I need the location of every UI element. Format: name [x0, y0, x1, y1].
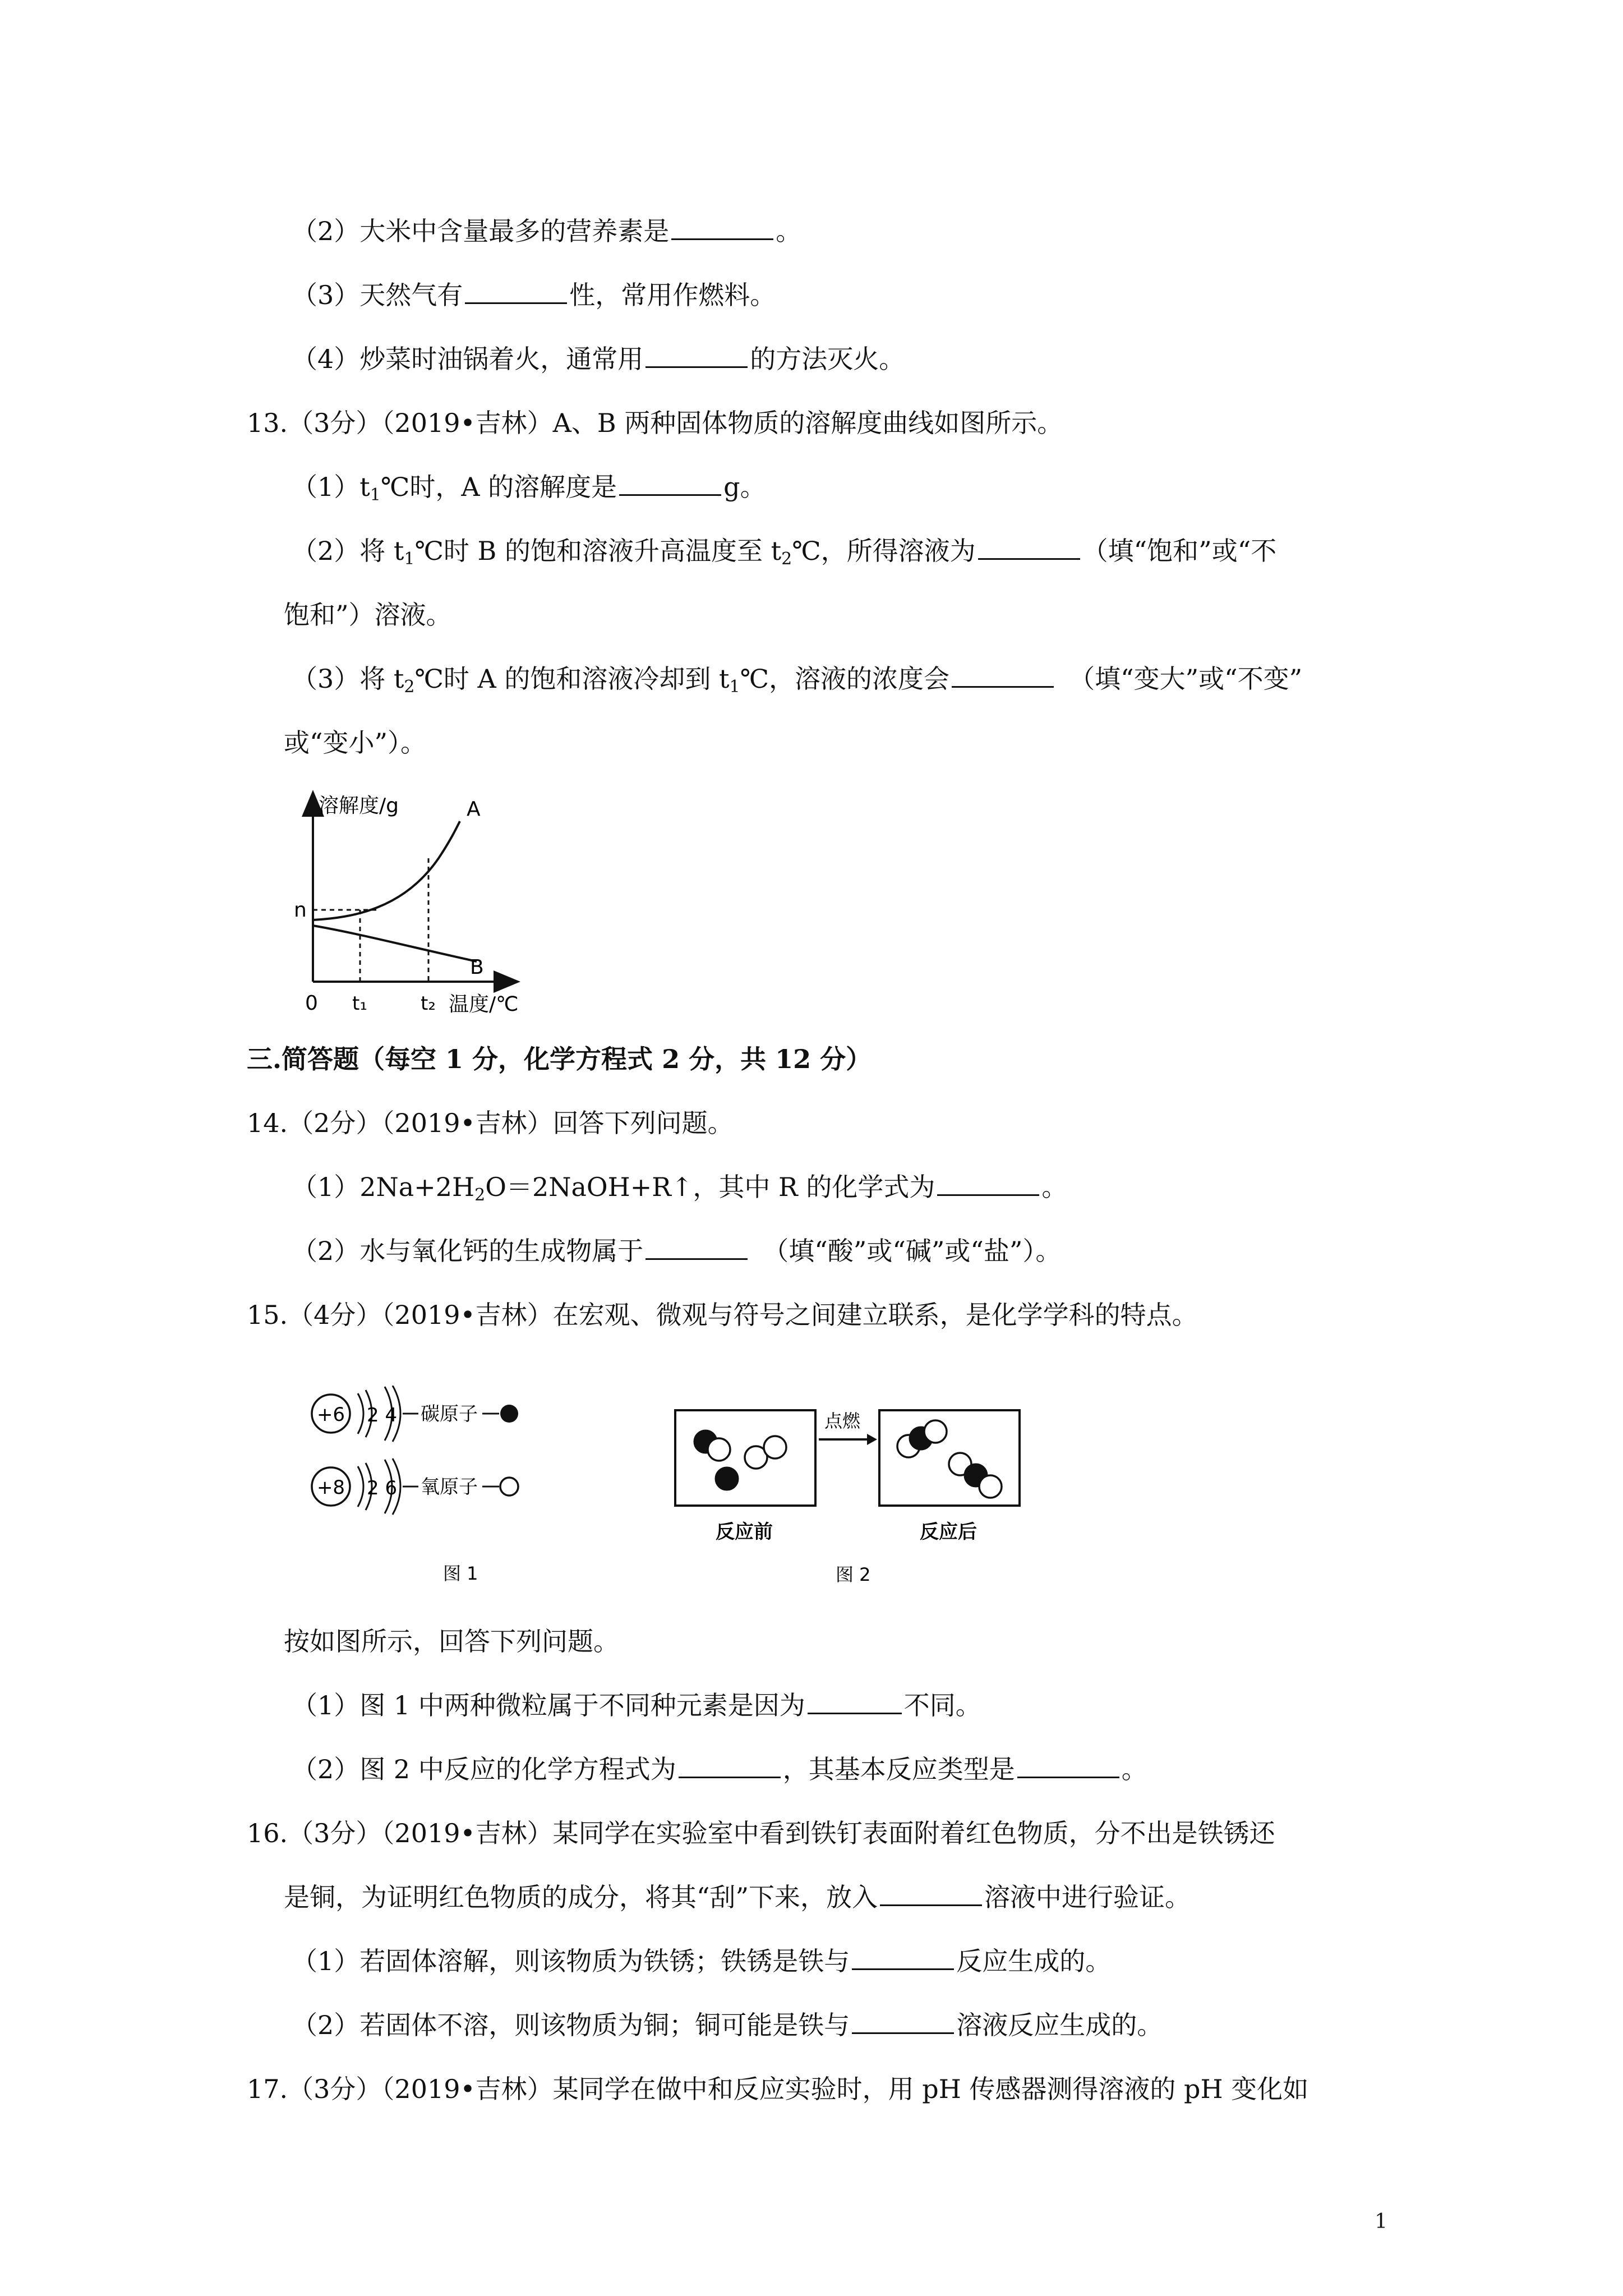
q12-part4 — [292, 342, 905, 376]
q13-part1 — [292, 470, 766, 504]
q14-part1-end: 。 — [1041, 1172, 1068, 1202]
after-label: 反应后 — [920, 1521, 977, 1543]
q14-part1-text2: O＝2NaOH+R↑，其中 R 的化学式为 — [485, 1172, 935, 1202]
q16-stem-text: 是铜，为证明红色物质的成分，将其“刮”下来，放入 — [284, 1882, 878, 1912]
q12-part2-text: （2）大米中含量最多的营养素是 — [292, 216, 670, 246]
answer-blank[interactable] — [880, 1883, 982, 1906]
answer-blank[interactable] — [619, 473, 721, 496]
oxygen-atom — [708, 1438, 730, 1461]
q16-stem-line1: 16.（3分）（2019•吉林）某同学在实验室中看到铁钉表面附着红色物质，分不出是铁锈还 — [247, 1818, 1275, 1848]
answer-blank[interactable] — [852, 2011, 954, 2034]
q13-part2-text3: ℃，所得溶液为 — [792, 536, 976, 566]
oxygen-nucleus-charge: +8 — [316, 1476, 345, 1499]
before-label: 反应前 — [716, 1521, 773, 1543]
carbon-electron-config: 2 4 — [367, 1404, 398, 1427]
carbon-nucleus-charge: +6 — [316, 1404, 345, 1426]
q13-stem: 13.（3分）（2019•吉林）A、B 两种固体物质的溶解度曲线如图所示。 — [247, 408, 1063, 438]
q13-part3-text: （3）将 t — [292, 664, 404, 694]
answer-blank[interactable] — [852, 1947, 954, 1970]
q12-part2-end: 。 — [776, 216, 802, 246]
q16-part1-text: （1）若固体溶解，则该物质为铁锈；铁锈是铁与 — [292, 1946, 850, 1976]
curve-a-label: A — [467, 798, 481, 821]
q13-part1-text: （1）t — [292, 472, 370, 502]
q16-stem-line2 — [284, 1880, 1191, 1914]
carbon-atom — [716, 1467, 738, 1490]
q12-part4-end: 的方法灭火。 — [750, 344, 905, 374]
q13-part2-cont: 饱和”）溶液。 — [284, 600, 452, 630]
oxygen-atom — [764, 1436, 786, 1458]
q16-part1-end: 反应生成的。 — [956, 1946, 1112, 1976]
carbon-atom-symbol — [500, 1405, 518, 1423]
q15-part1-end: 不同。 — [903, 1690, 981, 1720]
answer-blank[interactable] — [808, 1691, 902, 1714]
answer-blank[interactable] — [679, 1755, 781, 1778]
figure-1-caption: 图 1 — [443, 1563, 478, 1584]
origin-label: 0 — [305, 992, 318, 1015]
figure-1-atom-diagrams — [303, 1386, 617, 1599]
answer-blank[interactable] — [465, 281, 567, 304]
oxygen-electron-config: 2 6 — [367, 1477, 398, 1499]
answer-blank[interactable] — [1017, 1755, 1119, 1778]
q14-part2-text2: （填“酸”或“碱”或“盐”）。 — [763, 1236, 1062, 1266]
q15-part2-text: （2）图 2 中反应的化学方程式为 — [292, 1754, 676, 1784]
curve-a — [313, 821, 460, 920]
x-axis-label: 温度/℃ — [449, 993, 519, 1016]
q15-part1-text: （1）图 1 中两种微粒属于不同种元素是因为 — [292, 1690, 805, 1720]
t2-label: t₂ — [421, 992, 436, 1015]
q13-part2 — [292, 534, 1276, 568]
subscript: 2 — [474, 1185, 486, 1205]
q13-part2-text4: （填“饱和”或“不 — [1082, 536, 1277, 566]
q13-part3-text3: ℃，溶液的浓度会 — [740, 664, 950, 694]
subscript: 1 — [729, 677, 740, 697]
answer-blank[interactable] — [645, 345, 748, 368]
carbon-atom-label: 碳原子 — [421, 1403, 478, 1425]
q13-part1-unit: g。 — [723, 472, 766, 502]
answer-blank[interactable] — [952, 665, 1054, 688]
answer-blank[interactable] — [645, 1237, 748, 1260]
oxygen-atom — [924, 1420, 947, 1443]
figure-2-caption: 图 2 — [836, 1564, 871, 1585]
q13-part3-text2: ℃时 A 的饱和溶液冷却到 t — [414, 664, 730, 694]
q15-part1 — [292, 1688, 981, 1722]
curve-b — [313, 926, 477, 961]
q12-part4-text: （4）炒菜时油锅着火，通常用 — [292, 344, 644, 374]
answer-blank[interactable] — [671, 217, 773, 240]
subscript: 2 — [404, 677, 415, 697]
q15-stem: 15.（4分）（2019•吉林）在宏观、微观与符号之间建立联系，是化学学科的特点。 — [247, 1300, 1198, 1330]
t1-label: t₁ — [352, 992, 367, 1015]
q12-part2 — [292, 214, 801, 248]
q12-part3-text: （3）天然气有 — [292, 280, 463, 310]
solubility-graph — [292, 785, 550, 1032]
q14-part1-text: （1）2Na+2H — [292, 1172, 475, 1202]
reaction-arrowhead — [867, 1434, 877, 1445]
section-heading: 三.简答题（每空 1 分，化学方程式 2 分，共 12 分） — [247, 1044, 872, 1074]
n-label: n — [294, 899, 307, 922]
q14-part2 — [292, 1234, 1061, 1268]
page-number: 1 — [1375, 2210, 1387, 2233]
oxygen-atom — [979, 1475, 1002, 1498]
q16-stem-end: 溶液中进行验证。 — [984, 1882, 1191, 1912]
q16-part2 — [292, 2008, 1163, 2042]
curve-b-label: B — [470, 956, 484, 979]
q12-part3 — [292, 278, 776, 312]
q13-part3-cont: 或“变小”）。 — [284, 728, 427, 758]
ignite-label: 点燃 — [824, 1410, 861, 1432]
electron-shell — [358, 1466, 363, 1507]
q15-part2-text2: ，其基本反应类型是 — [782, 1754, 1015, 1784]
electron-shell — [358, 1393, 363, 1434]
q16-part1 — [292, 1944, 1111, 1978]
q14-part2-text: （2）水与氧化钙的生成物属于 — [292, 1236, 644, 1266]
subscript: 1 — [404, 549, 415, 569]
q13-part2-text: （2）将 t — [292, 536, 404, 566]
answer-blank[interactable] — [937, 1173, 1039, 1196]
figure-2-reaction-diagram — [662, 1402, 1066, 1599]
subscript: 1 — [370, 485, 381, 505]
subscript: 2 — [781, 549, 792, 569]
q12-part3-end: 性，常用作燃料。 — [569, 280, 776, 310]
q13-part2-text2: ℃时 B 的饱和溶液升高温度至 t — [414, 536, 782, 566]
q15-part2-end: 。 — [1121, 1754, 1147, 1784]
answer-blank[interactable] — [978, 537, 1080, 560]
q15-part2 — [292, 1752, 1147, 1786]
q17-stem: 17.（3分）（2019•吉林）某同学在做中和反应实验时，用 pH 传感器测得溶液的 pH 变化如 — [247, 2074, 1309, 2104]
q13-part3 — [292, 662, 1302, 696]
q14-part1 — [292, 1170, 1067, 1204]
q13-part3-text4: （填“变大”或“不变” — [1069, 664, 1303, 694]
oxygen-atom-symbol — [500, 1478, 518, 1496]
y-axis-label: 溶解度/g — [319, 794, 399, 817]
q16-part2-end: 溶液反应生成的。 — [956, 2010, 1163, 2040]
q13-part1-text2: ℃时，A 的溶解度是 — [380, 472, 617, 502]
q14-stem: 14.（2分）（2019•吉林）回答下列问题。 — [247, 1108, 734, 1138]
q16-part2-text: （2）若固体不溶，则该物质为铜；铜可能是铁与 — [292, 2010, 850, 2040]
oxygen-atom-label: 氧原子 — [421, 1476, 478, 1498]
q15-intro: 按如图所示，回答下列问题。 — [284, 1626, 619, 1657]
